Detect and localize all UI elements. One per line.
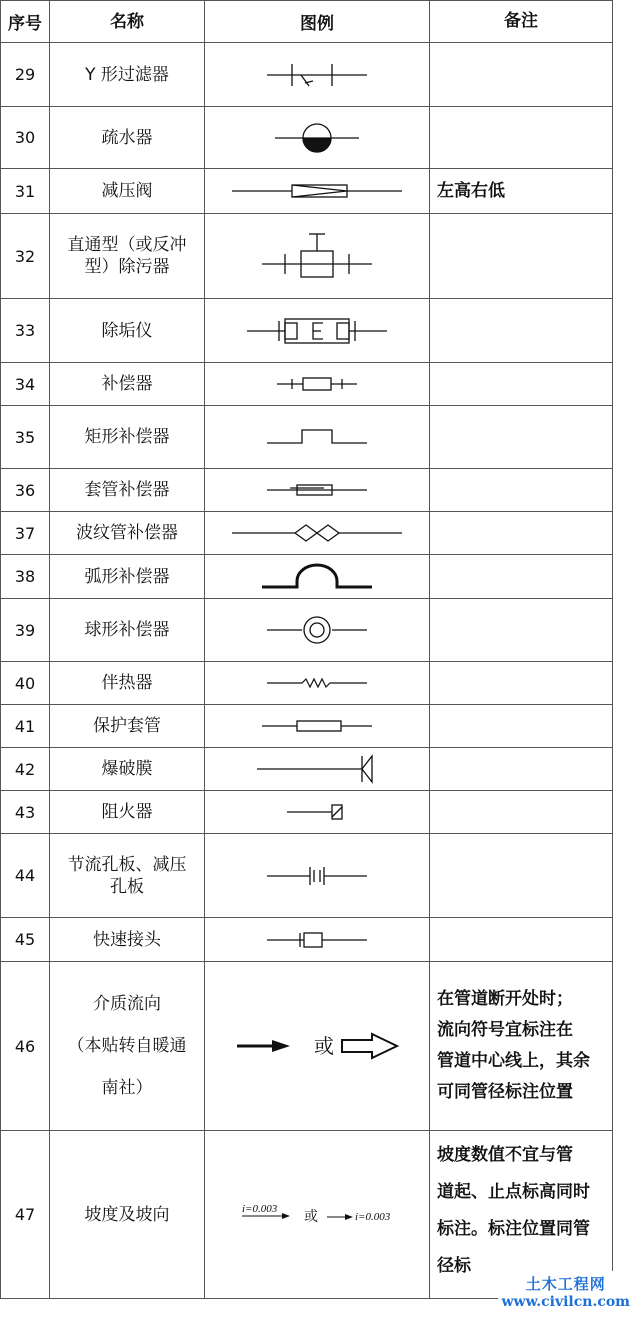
row-number: 43 — [0, 791, 50, 833]
row-name: 球形补偿器 — [50, 599, 205, 661]
slope-symbol — [205, 1131, 430, 1298]
sleeve-compensator-symbol — [205, 469, 430, 511]
row-number: 35 — [0, 406, 50, 468]
descaler-symbol — [205, 299, 430, 362]
row-number: 38 — [0, 555, 50, 598]
header-symbol: 图例 — [205, 1, 430, 42]
row-number: 36 — [0, 469, 50, 511]
row-name: 阻火器 — [50, 791, 205, 833]
row-number: 32 — [0, 214, 50, 298]
ball-compensator-symbol — [205, 599, 430, 661]
row-number: 45 — [0, 918, 50, 961]
row-number: 42 — [0, 748, 50, 790]
row-note — [430, 555, 613, 598]
row-name: 减压阀 — [50, 169, 205, 213]
row-number: 31 — [0, 169, 50, 213]
row-note — [430, 214, 613, 298]
flow-direction-symbol — [205, 962, 430, 1130]
strainer-symbol — [205, 214, 430, 298]
table-row — [0, 918, 613, 962]
row-name: 除垢仪 — [50, 299, 205, 362]
pressure-reducing-valve-symbol — [205, 169, 430, 213]
heat-tracer-symbol — [205, 662, 430, 704]
y-strainer-symbol — [205, 43, 430, 106]
table-row — [0, 791, 613, 834]
row-number: 39 — [0, 599, 50, 661]
header-name: 名称 — [50, 1, 205, 42]
row-number: 47 — [0, 1131, 50, 1298]
watermark-url: www.civilcn.com — [501, 1294, 630, 1310]
table-row — [0, 406, 613, 469]
row-note — [430, 705, 613, 747]
rectangular-compensator-symbol — [205, 406, 430, 468]
row-note — [430, 107, 613, 168]
table-row — [0, 107, 613, 169]
row-number: 30 — [0, 107, 50, 168]
table-row — [0, 748, 613, 791]
row-name: 快速接头 — [50, 918, 205, 961]
row-number: 41 — [0, 705, 50, 747]
table-row — [0, 169, 613, 214]
row-name: 弧形补偿器 — [50, 555, 205, 598]
row-name: 保护套管 — [50, 705, 205, 747]
flame-arrester-symbol — [205, 791, 430, 833]
table-row — [0, 962, 613, 1131]
table-row — [0, 363, 613, 406]
or-text: 或 — [314, 1036, 334, 1058]
row-name: 坡度及坡向 — [50, 1131, 205, 1298]
or-text-slope: 或 — [304, 1209, 318, 1225]
row-number: 29 — [0, 43, 50, 106]
row-name: 节流孔板、减压 孔板 — [50, 834, 205, 917]
row-note — [430, 748, 613, 790]
table-row — [0, 43, 613, 107]
row-note — [430, 43, 613, 106]
row-name: 疏水器 — [50, 107, 205, 168]
header-note: 备注 — [430, 1, 613, 42]
slope-label-left: i=0.003 — [242, 1202, 278, 1215]
row-note: 左高右低 — [430, 169, 613, 213]
row-note — [430, 599, 613, 661]
row-note: 坡度数值不宜与管 道起、止点标高同时 标注。标注位置同管 径标 — [430, 1131, 613, 1298]
row-note — [430, 299, 613, 362]
bellows-compensator-symbol — [205, 512, 430, 554]
orifice-plate-symbol — [205, 834, 430, 917]
row-note — [430, 918, 613, 961]
row-number: 33 — [0, 299, 50, 362]
rupture-disc-symbol — [205, 748, 430, 790]
compensator-symbol — [205, 363, 430, 405]
row-note — [430, 363, 613, 405]
steam-trap-symbol — [205, 107, 430, 168]
row-name: 套管补偿器 — [50, 469, 205, 511]
slope-label-right: i=0.003 — [355, 1210, 391, 1223]
table-row — [0, 834, 613, 918]
table-row — [0, 469, 613, 512]
table-row — [0, 705, 613, 748]
row-number: 46 — [0, 962, 50, 1130]
row-name: 补偿器 — [50, 363, 205, 405]
row-name: 爆破膜 — [50, 748, 205, 790]
arc-compensator-symbol — [205, 555, 430, 598]
protective-sleeve-symbol — [205, 705, 430, 747]
row-name: 介质流向 （本贴转自暖通 南社） — [50, 962, 205, 1130]
row-name: 矩形补偿器 — [50, 406, 205, 468]
table-row — [0, 662, 613, 705]
row-number: 40 — [0, 662, 50, 704]
table-header — [0, 0, 613, 43]
row-name: Y 形过滤器 — [50, 43, 205, 106]
row-note: 在管道断开处时； 流向符号宜标注在 管道中心线上，其余 可同管径标注位置 — [430, 962, 613, 1130]
row-note — [430, 834, 613, 917]
table-row — [0, 599, 613, 662]
row-number: 44 — [0, 834, 50, 917]
quick-coupling-symbol — [205, 918, 430, 961]
header-no: 序号 — [0, 1, 50, 42]
table-row — [0, 214, 613, 299]
watermark-logo — [498, 1271, 635, 1312]
table-row — [0, 299, 613, 363]
row-note — [430, 469, 613, 511]
row-number: 37 — [0, 512, 50, 554]
row-note — [430, 791, 613, 833]
row-number: 34 — [0, 363, 50, 405]
row-note — [430, 406, 613, 468]
row-note — [430, 512, 613, 554]
table-row — [0, 512, 613, 555]
row-name: 伴热器 — [50, 662, 205, 704]
row-name: 直通型（或反冲 型）除污器 — [50, 214, 205, 298]
row-name: 波纹管补偿器 — [50, 512, 205, 554]
watermark-title: 土木工程网 — [525, 1275, 606, 1293]
row-note — [430, 662, 613, 704]
table-row — [0, 555, 613, 599]
